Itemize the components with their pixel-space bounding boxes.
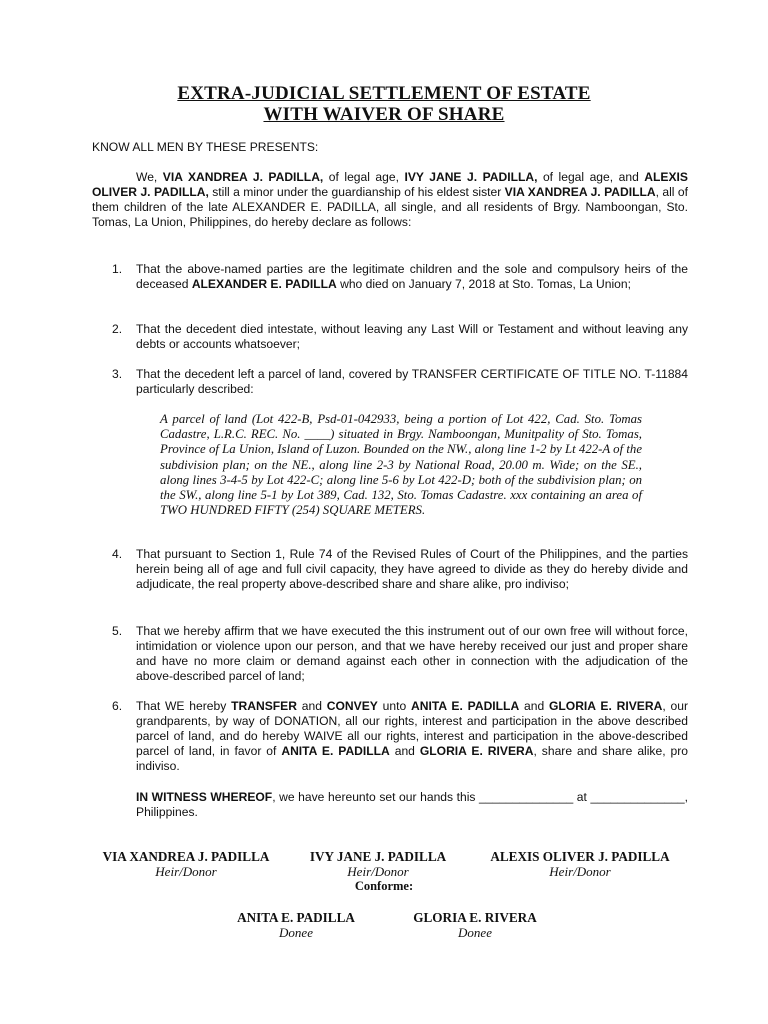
clause-number: 6. bbox=[112, 699, 123, 713]
donee-role: Donee bbox=[458, 925, 492, 940]
clause-keyword: TRANSFER bbox=[231, 699, 297, 713]
donee-block-2 bbox=[390, 910, 560, 940]
preamble-text: , all of them children of the late ALEXANDER E. PADILLA, all single, and all residents of Brgy. Namboongan, Sto. Tomas, La Union, Philippines, do hereby declare as follows: bbox=[92, 185, 688, 229]
donee-name: ANITA E. PADILLA bbox=[411, 699, 520, 713]
party-name: VIA XANDREA J. PADILLA bbox=[504, 185, 656, 199]
clause-text: and bbox=[519, 699, 549, 713]
donee-name: GLORIA E. RIVERA bbox=[419, 744, 534, 758]
clause-text: , share and share alike, pro indiviso. bbox=[136, 744, 688, 773]
know-all-men-heading: KNOW ALL MEN BY THESE PRESENTS: bbox=[92, 140, 319, 154]
clause-text: That pursuant to Section 1, Rule 74 of the Revised Rules of Court of the Philippines, and the parties herein being all of age and full civil capacity, they have agreed to divide as they do hereby divide and adjudicate, the real property above-described share and share alike, pro indiviso; bbox=[136, 547, 688, 591]
clause-keyword: CONVEY bbox=[326, 699, 378, 713]
clause-number: 4. bbox=[112, 547, 123, 561]
clause-1 bbox=[112, 262, 688, 292]
party-name: ALEXIS OLIVER J. PADILLA, bbox=[92, 170, 688, 199]
clause-text: That the decedent died intestate, without leaving any Last Will or Testament and without leaving any debts or accounts whatsoever; bbox=[136, 322, 688, 351]
preamble-text: of legal age, and bbox=[537, 170, 645, 184]
signatory-role: Heir/Donor bbox=[347, 864, 409, 879]
witness-paragraph bbox=[136, 790, 688, 820]
party-name: VIA XANDREA J. PADILLA, bbox=[162, 170, 324, 184]
signatory-name: ALEXIS OLIVER J. PADILLA bbox=[490, 849, 670, 864]
clause-text: That the above-named parties are the legitimate children and the sole and compulsory heirs of the deceased bbox=[136, 262, 688, 291]
signatory-block-1 bbox=[86, 849, 286, 879]
document-title-line2: WITH WAIVER OF SHARE bbox=[263, 104, 505, 125]
document-title-line1: EXTRA-JUDICIAL SETTLEMENT OF ESTATE bbox=[177, 83, 591, 104]
signatory-name: IVY JANE J. PADILLA bbox=[309, 849, 447, 864]
clause-text: and bbox=[296, 699, 327, 713]
land-description: A parcel of land (Lot 422-B, Psd-01-042933, being a portion of Lot 422, Cad. Sto. Tomas Cadastre, L.R.C. REC. No. ____) situated in Brgy. Namboongan, Munitpality of Sto. Tomas, Province of La Union, Island of Luzon. Bounded on the NW., along line 1-2 by Lt 422-A of the subdivision plan; on the NE., along line 2-3 by National Road, 20.00 m. Wide; on the SE., along lines 3-4-5 by Lot 422-C; along line 5-6 by Lot 422-D; both of the subdivision plan; on the SW., along line 5-1 by Lot 389, Cad. 132, Sto. Tomas Cadastre. xxx containing an area of TWO HUNDRED FIFTY (254) SQUARE METERS. bbox=[160, 412, 642, 518]
clause-text: That the decedent left a parcel of land, covered by TRANSFER CERTIFICATE OF TITLE NO. T-11884 particularly described: bbox=[136, 367, 688, 396]
clause-number: 1. bbox=[112, 262, 123, 276]
clause-2 bbox=[112, 322, 688, 352]
clause-text: That we hereby affirm that we have executed the this instrument out of our own free will without force, intimidation or violence upon our person, and that we have hereby received our just and proper share and have no more claim or demand against each other in connection with the adjudication of the above-described parcel of land; bbox=[136, 624, 688, 683]
clause-number: 5. bbox=[112, 624, 123, 638]
clause-number: 2. bbox=[112, 322, 123, 336]
conforme-label: Conforme: bbox=[354, 879, 414, 893]
clause-number: 3. bbox=[112, 367, 123, 381]
donee-role: Donee bbox=[279, 925, 313, 940]
witness-lead: IN WITNESS WHEREOF bbox=[136, 790, 273, 804]
donee-name: ANITA E. PADILLA bbox=[281, 744, 390, 758]
clause-text: unto bbox=[377, 699, 412, 713]
clause-text: who died on January 7, 2018 at Sto. Tomas, La Union; bbox=[336, 277, 631, 291]
clause-6 bbox=[112, 699, 688, 774]
party-name: IVY JANE J. PADILLA, bbox=[404, 170, 538, 184]
signatory-name: VIA XANDREA J. PADILLA bbox=[102, 849, 270, 864]
donee-name: GLORIA E. RIVERA bbox=[413, 910, 537, 925]
preamble-text: of legal age, bbox=[323, 170, 405, 184]
decedent-name: ALEXANDER E. PADILLA bbox=[191, 277, 337, 291]
clause-text: That WE hereby bbox=[136, 699, 232, 713]
clause-text: , our grandparents, by way of DONATION, all our rights, interest and participation in the above described parcel of land, and do hereby WAIVE all our rights, interest and participation in the above-described parcel of land, in favor of bbox=[136, 699, 688, 758]
preamble-text: We, bbox=[136, 170, 163, 184]
clause-text: and bbox=[389, 744, 420, 758]
donee-block-1 bbox=[206, 910, 386, 940]
signatory-role: Heir/Donor bbox=[549, 864, 611, 879]
signatory-block-2 bbox=[278, 849, 478, 879]
preamble-paragraph bbox=[92, 170, 688, 230]
preamble-text: still a minor under the guardianship of his eldest sister bbox=[208, 185, 505, 199]
clause-3 bbox=[112, 367, 688, 397]
witness-text: , we have hereunto set our hands this ______________ at ______________, Philippines. bbox=[136, 790, 689, 819]
donee-name: GLORIA E. RIVERA bbox=[549, 699, 663, 713]
signatory-block-3 bbox=[465, 849, 695, 879]
clause-4 bbox=[112, 547, 688, 592]
clause-5 bbox=[112, 624, 688, 684]
signatory-role: Heir/Donor bbox=[155, 864, 217, 879]
donee-name: ANITA E. PADILLA bbox=[237, 910, 355, 925]
